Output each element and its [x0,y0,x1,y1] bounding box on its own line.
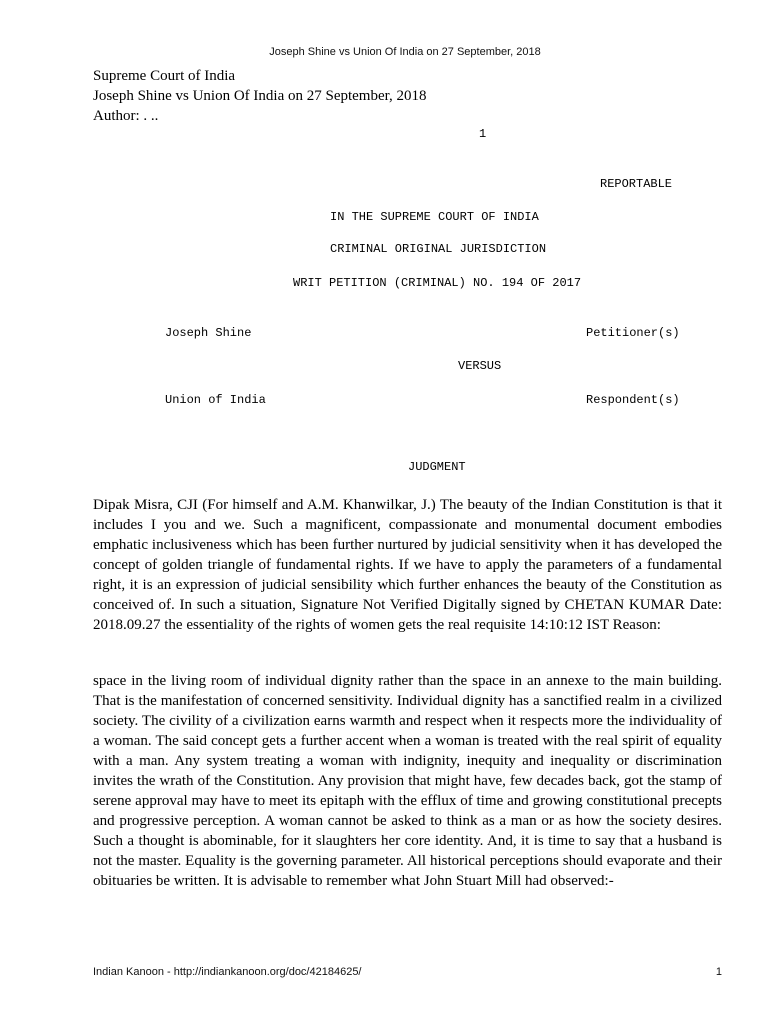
page-number: 1 [715,966,722,978]
reportable-label: REPORTABLE [600,177,673,191]
judgment-heading: JUDGMENT [408,460,466,474]
versus-label: VERSUS [458,359,502,373]
running-header: Joseph Shine vs Union Of India on 27 September, 2018 [269,46,541,58]
page-footer [93,966,722,978]
petitioner-name: Joseph Shine [165,326,252,340]
case-title: Joseph Shine vs Union Of India on 27 September, 2018 [93,88,427,104]
author-line: Author: . .. [93,108,159,124]
court-name: Supreme Court of India [93,68,236,84]
body-paragraph-2: space in the living room of individual dignity rather than the space in an annexe to the main building. That is the manifestation of concerned sensitivity. Individual dignity has a sanctified realm in a civilized society. The civility of a civilization earns warmth and respect when it respects more the individuality of a woman. The said concept gets a further accent when a woman is treated with the real spirit of equality with a man. Any system treating a woman with indignity, inequity and inequality or discrimination invites the wrath of the Constitution. Any provision that might have, few decades back, got the stamp of serene approval may have to meet its epitaph with the efflux of time and growing constitutional precepts and progressive perception. A woman cannot be asked to think as a man or as how the society desires. Such a thought is abominable, for it slaughters her core identity. And, it is time to say that a husband is not the master. Equality is the governing parameter. All historical perceptions should evaporate and their obituaries be written. It is advisable to remember what John Stuart Mill had observed:- [93,673,722,889]
petitioner-role: Petitioner(s) [586,326,680,340]
jurisdiction-heading: CRIMINAL ORIGINAL JURISDICTION [330,242,547,256]
body-paragraph-1: Dipak Misra, CJI (For himself and A.M. Khanwilkar, J.) The beauty of the Indian Constitution is that it includes I you and we. Such a magnificent, compassionate and monumental document embodies emphatic inclusiveness which has been further nurtured by judicial sensitivity when it has developed the concept of golden triangle of fundamental rights. If we have to apply the parameters of a fundamental right, it is an expression of judicial sensibility which further enhances the beauty of the Constitution as conceived of. In such a situation, Signature Not Verified Digitally signed by CHETAN KUMAR Date: 2018.09.27 the essentiality of the rights of women gets the real requisite 14:10:12 IST Reason: [93,497,722,633]
page-marker: 1 [479,127,487,141]
document-meta [93,66,427,126]
respondent-role: Respondent(s) [586,393,680,407]
source-link[interactable]: Indian Kanoon - http://indiankanoon.org/doc/42184625/ [93,966,362,978]
petition-number: WRIT PETITION (CRIMINAL) NO. 194 OF 2017 [293,276,582,290]
court-heading: IN THE SUPREME COURT OF INDIA [330,210,539,224]
respondent-name: Union of India [165,393,266,407]
